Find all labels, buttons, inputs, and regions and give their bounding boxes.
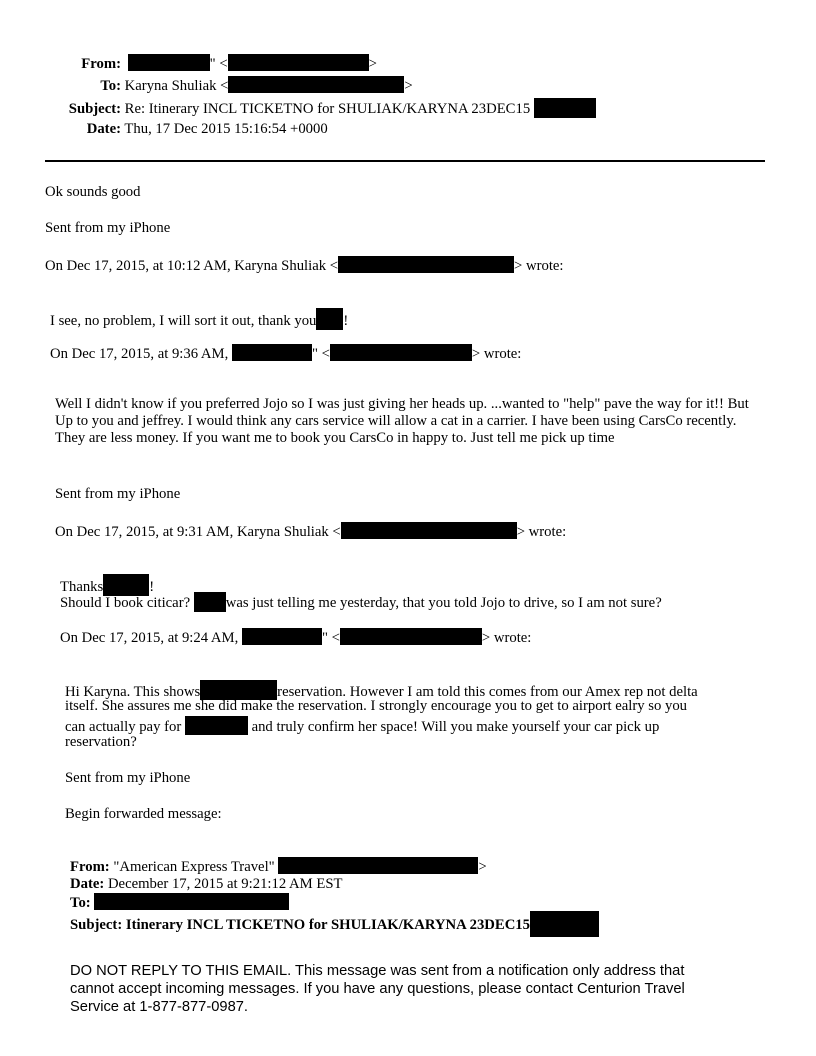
fwd-to-row	[70, 893, 289, 912]
header-date-value: Thu, 17 Dec 2015 15:16:54 +0000	[124, 121, 328, 137]
reply1-attribution	[45, 256, 564, 275]
header-to-label: To:	[100, 78, 121, 94]
reply5-text-e: and truly confirm her space! Will you make yourself your car pick up	[247, 719, 660, 735]
header-from-row	[0, 54, 377, 73]
reply3-attribution	[55, 522, 566, 541]
reply5-text-b: reservation. However I am told this comes from our Amex rep not delta	[277, 684, 698, 700]
fwd-from-value: "American Express Travel"	[113, 859, 275, 875]
reply3-signature: Sent from my iPhone	[55, 486, 181, 502]
reply2-line-end: !	[343, 313, 349, 329]
notice-line-1: DO NOT REPLY TO THIS EMAIL. This message was sent from a notification only address that	[70, 963, 685, 979]
redaction-bar	[534, 98, 596, 118]
header-from-label: From:	[81, 56, 121, 72]
fwd-from-row	[70, 857, 487, 876]
header-divider	[45, 160, 765, 162]
header-subject-label: Subject:	[68, 101, 121, 117]
reply3-body: Well I didn't know if you preferred Jojo so I was just giving her heads up. ...wanted to "help" pave the way for it!! But Up to you and jeffrey. I would think any cars service will allow a cat in a carrier. I have been using CarsCo recently. They are less money. If you want me to book you CarsCo in happy to. Just tell me pick up time	[55, 396, 749, 446]
redaction-bar	[228, 76, 404, 93]
reply2-attribution-text: On Dec 17, 2015, at 9:36 AM,	[50, 346, 229, 362]
fwd-date-row	[70, 876, 343, 893]
redaction-bar	[316, 308, 343, 330]
redaction-bar	[242, 628, 322, 645]
reply4-thanks-end: !	[149, 579, 155, 595]
header-date-row	[0, 121, 328, 138]
reply5-forwarded-line: Begin forwarded message:	[65, 806, 222, 822]
redaction-bar	[228, 54, 369, 71]
header-date-label: Date:	[86, 121, 121, 137]
header-from-end: >	[368, 56, 377, 72]
fwd-subject-value: Itinerary INCL TICKETNO for SHULIAK/KARYNA 23DEC15	[125, 917, 530, 933]
redaction-bar	[128, 54, 210, 71]
fwd-subject-label: Subject:	[70, 917, 123, 933]
reply2-line	[50, 308, 348, 330]
header-to-row	[0, 76, 413, 95]
reply5-line-2: itself. She assures me she did make the reservation. I strongly encourage you to get to airport ealry so you	[65, 698, 688, 714]
redaction-bar	[278, 857, 478, 874]
redaction-bar	[200, 680, 277, 700]
fwd-date-label: Date:	[70, 876, 105, 892]
reply2-attribution	[50, 344, 521, 363]
fwd-from-end: >	[478, 859, 487, 875]
reply4-question-rest: was just telling me yesterday, that you told Jojo to drive, so I am not sure?	[225, 595, 662, 611]
reply5-text-a: Hi Karyna. This shows	[65, 684, 201, 700]
reply3-attribution-end: > wrote:	[516, 524, 567, 540]
redaction-bar	[194, 592, 226, 612]
reply2-attribution-mid: " <	[311, 346, 330, 362]
reply1-line: Ok sounds good	[45, 184, 141, 200]
header-to-name: Karyna Shuliak <	[124, 78, 229, 94]
reply4-attribution-mid: " <	[321, 630, 340, 646]
reply5-line-3	[65, 716, 659, 736]
reply1-signature: Sent from my iPhone	[45, 220, 171, 236]
fwd-subject-row	[70, 911, 599, 937]
header-subject-value: Re: Itinerary INCL TICKETNO for SHULIAK/KARYNA 23DEC15	[124, 101, 531, 117]
reply2-attribution-end: > wrote:	[471, 346, 522, 362]
reply4-attribution-end: > wrote:	[481, 630, 532, 646]
redaction-bar	[340, 628, 482, 645]
reply5-text-d: can actually pay for	[65, 719, 182, 735]
fwd-date-value: December 17, 2015 at 9:21:12 AM EST	[107, 876, 343, 892]
reply4-question-text: Should I book citicar?	[60, 595, 191, 611]
header-subject-row	[0, 98, 596, 118]
reply1-attribution-end: > wrote:	[514, 258, 564, 274]
reply3-attribution-text: On Dec 17, 2015, at 9:31 AM, Karyna Shuliak <	[55, 524, 341, 540]
reply2-line-text: I see, no problem, I will sort it out, thank you	[50, 313, 317, 329]
reply5-line-4: reservation?	[65, 734, 137, 750]
reply4-question	[60, 592, 662, 612]
redaction-bar	[94, 893, 289, 910]
redaction-bar	[185, 716, 248, 735]
reply1-attribution-text: On Dec 17, 2015, at 10:12 AM, Karyna Shuliak <	[45, 258, 339, 274]
redaction-bar	[330, 344, 472, 361]
fwd-from-label: From:	[70, 859, 110, 875]
header-to-end: >	[404, 78, 413, 94]
reply4-attribution-text: On Dec 17, 2015, at 9:24 AM,	[60, 630, 239, 646]
reply4-attribution	[60, 628, 531, 647]
fwd-to-label: To:	[70, 895, 91, 911]
header-from-mid: " <	[209, 56, 228, 72]
redaction-bar	[232, 344, 312, 361]
notice-line-3: Service at 1-877-877-0987.	[70, 999, 248, 1015]
redaction-bar	[341, 522, 517, 539]
redaction-bar	[338, 256, 514, 273]
reply4-thanks-text: Thanks	[60, 579, 104, 595]
reply5-signature: Sent from my iPhone	[65, 770, 191, 786]
redaction-bar	[530, 911, 599, 937]
notice-line-2: cannot accept incoming messages. If you have any questions, please contact Centurion Travel	[70, 981, 685, 997]
